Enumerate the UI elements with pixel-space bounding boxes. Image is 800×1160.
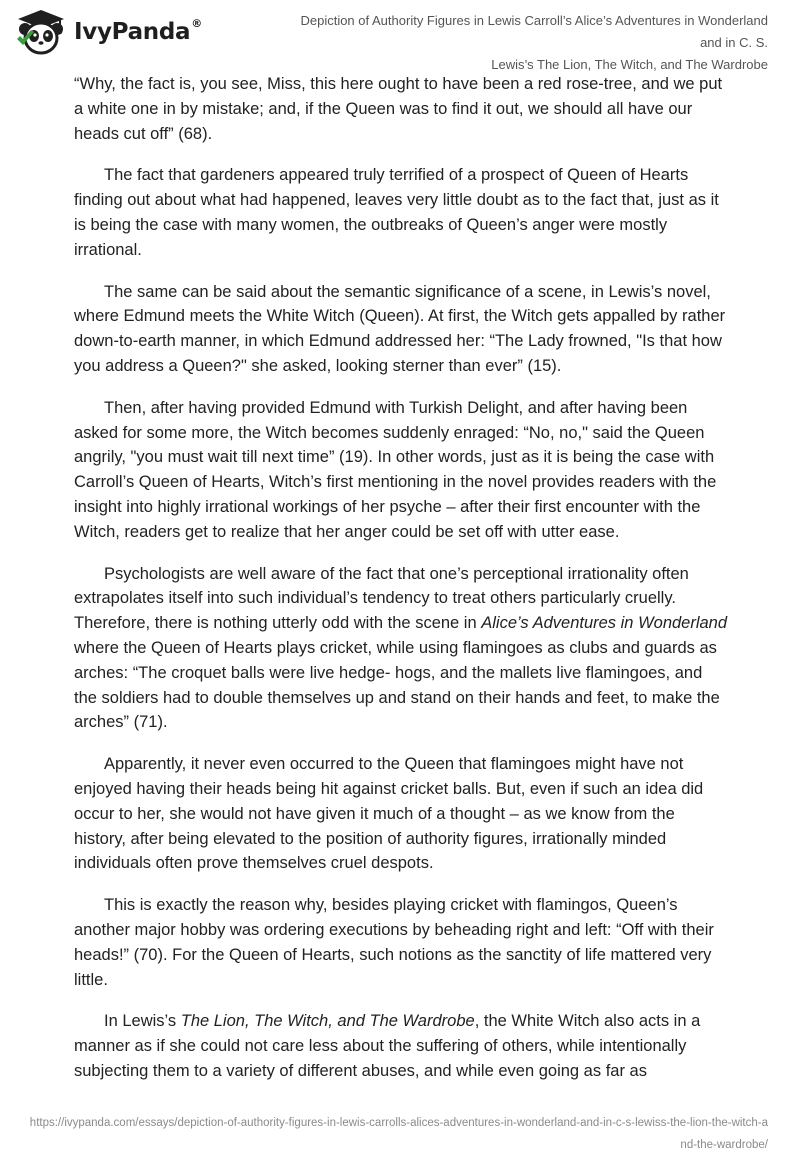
document-title-line: Depiction of Authority Figures in Lewis Carroll’s Alice’s Adventures in Wonderland and in C. S. — [300, 13, 768, 50]
body-paragraph: Apparently, it never even occurred to the Queen that flamingoes might have not enjoyed having their heads being hit against cricket balls. But, even if such an idea did occur to her, she would not have given it much of a thought – as we know from the history, after being elevated to the position of authority figures, irrationally minded individuals often prove themselves cruel despots. — [74, 755, 704, 873]
document-title-line: Lewis’s The Lion, The Witch, and The Wardrobe — [491, 57, 768, 72]
book-title: Alice’s Adventures in Wonderland — [481, 614, 728, 633]
body-paragraph: This is exactly the reason why, besides playing cricket with flamingos, Queen’s another major hobby was ordering executions by beheading right and left: “Off with their heads!” (70). For the Queen of Hearts, such notions as the sanctity of life mattered very little. — [74, 896, 714, 989]
body-paragraph: The fact that gardeners appeared truly terrified of a prospect of Queen of Hearts finding out about what had happened, leaves very little doubt as to the fact that, just as it is being the case with many women, the outbreaks of Queen’s anger were mostly irrational. — [74, 166, 719, 259]
body-paragraph: Then, after having provided Edmund with Turkish Delight, and after having been asked for some more, the Witch becomes suddenly enraged: “No, no," said the Queen angrily, "you must wait till next time” (19). In other words, just as it is being the case with Carroll’s Queen of Hearts, Witch’s first mentioning in the novel provides readers with the insight into highly irrational workings of her psyche – after their first encounter with the Witch, readers get to realize that her anger could be set off with utter ease. — [74, 398, 717, 541]
page-header — [0, 0, 800, 72]
book-title: The Lion, The Witch, and The Wardrobe — [180, 1012, 475, 1031]
panda-graduate-icon — [14, 8, 68, 56]
document-title — [278, 10, 768, 76]
quote-paragraph: “Why, the fact is, you see, Miss, this here ought to have been a red rose-tree, and we put a white one in by mistake; and, if the Queen was to find it out, we should all have our heads cut off” (68). — [74, 75, 723, 143]
brand-name: IvyPanda® — [74, 17, 202, 45]
body-paragraph: In Lewis’s The Lion, The Witch, and The Wardrobe, the White Witch also acts in a manner as if she could not care less about the suffering of others, while intentionally subjecting them to a variety of different abuses, and while even going as far as — [74, 1012, 701, 1080]
body-paragraph: Psychologists are well aware of the fact that one’s perceptional irrationality often extrapolates itself into such individual’s tendency to treat others particularly cruelly. Therefore, there is nothing utterly odd with the scene in Alice’s Adventures in Wonderland where the Queen of Hearts plays cricket, while using flamingoes as clubs and guards as arches: “The croquet balls were live hedge- hogs, and the mallets live flamingoes, and the soldiers had to double themselves up and stand on their hands and feet, to make the arches” (71). — [74, 564, 728, 732]
source-url[interactable]: https://ivypanda.com/essays/depiction-of-authority-figures-in-lewis-carrolls-alices-adventures-in-wonderland-and-in-c-s-lewiss-the-lion-the-witch-and-the-wardrobe/ — [29, 1117, 768, 1151]
body-paragraph: The same can be said about the semantic significance of a scene, in Lewis’s novel, where Edmund meets the White Witch (Queen). At first, the Witch gets appalled by rather down-to-earth manner, in which Edmund addressed her: “The Lady frowned, "Is that how you address a Queen?" she asked, looking sterner than ever” (15). — [74, 282, 726, 375]
ivypanda-logo[interactable] — [14, 8, 202, 56]
essay-body — [74, 72, 729, 1101]
